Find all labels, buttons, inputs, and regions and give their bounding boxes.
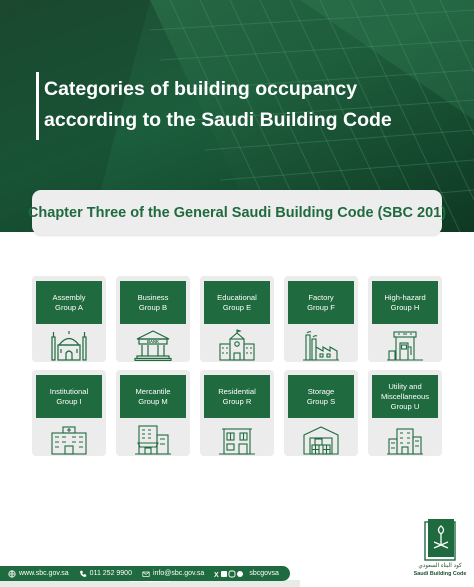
group-card-factory [284, 276, 358, 362]
social-handle-text: sbcgovsa [249, 570, 279, 577]
warehouse-icon [301, 423, 341, 455]
group-card-mercantile [116, 370, 190, 456]
phone-text: 011 252 9900 [89, 570, 132, 577]
footer-social[interactable] [214, 570, 279, 578]
footer-phone[interactable] [79, 570, 132, 578]
group-label: High-hazard Group H [372, 281, 438, 324]
saudi-building-code-logo [412, 518, 468, 582]
group-card-high-hazard [368, 276, 442, 362]
phone-icon [79, 570, 87, 578]
occupancy-groups-grid [32, 276, 444, 456]
group-label: Assembly Group A [36, 281, 102, 324]
group-label: Storage Group S [288, 375, 354, 418]
page-title [44, 74, 444, 136]
email-icon [142, 570, 150, 578]
footer-website[interactable] [8, 570, 69, 578]
logo-emblem-icon [424, 518, 456, 562]
school-icon [217, 329, 257, 361]
footer-contact-bar [0, 566, 290, 581]
email-text: info@sbc.gov.sa [152, 570, 205, 577]
group-card-utility [368, 370, 442, 456]
hospital-icon [49, 423, 89, 455]
group-label: Utility and Miscellaneous Group U [372, 375, 438, 418]
group-card-assembly [32, 276, 106, 362]
group-label: Residential Group R [204, 375, 270, 418]
social-media-icons [214, 570, 246, 578]
factory-icon [301, 329, 341, 361]
title-line-2: according to the Saudi Building Code [44, 109, 392, 131]
apartment-icon [217, 423, 257, 455]
footer-email[interactable] [142, 570, 204, 578]
group-label: Factory Group F [288, 281, 354, 324]
globe-icon [8, 570, 16, 578]
svg-text:X: X [214, 571, 219, 578]
group-card-educational [200, 276, 274, 362]
chapter-label: Chapter Three of the General Saudi Building Code (SBC 201) [27, 204, 447, 221]
website-text: www.sbc.gov.sa [19, 570, 69, 577]
group-card-business [116, 276, 190, 362]
logo-arabic-name: كود البناء السعودي [418, 563, 462, 569]
gas-station-icon [385, 329, 425, 361]
group-card-storage [284, 370, 358, 456]
group-label: Educational Group E [204, 281, 270, 324]
group-card-institutional [32, 370, 106, 456]
group-label: Business Group B [120, 281, 186, 324]
shop-icon [133, 423, 173, 455]
group-label: Mercantile Group M [120, 375, 186, 418]
logo-english-name: Saudi Building Code [413, 571, 467, 577]
bank-icon [133, 329, 173, 361]
svg-text:BANK: BANK [146, 339, 160, 344]
group-label: Institutional Group I [36, 375, 102, 418]
group-card-residential [200, 370, 274, 456]
title-line-1: Categories of building occupancy [44, 78, 358, 100]
mosque-icon [49, 329, 89, 361]
utility-building-icon [385, 423, 425, 455]
title-accent-bar [36, 72, 39, 140]
chapter-banner [27, 190, 447, 235]
